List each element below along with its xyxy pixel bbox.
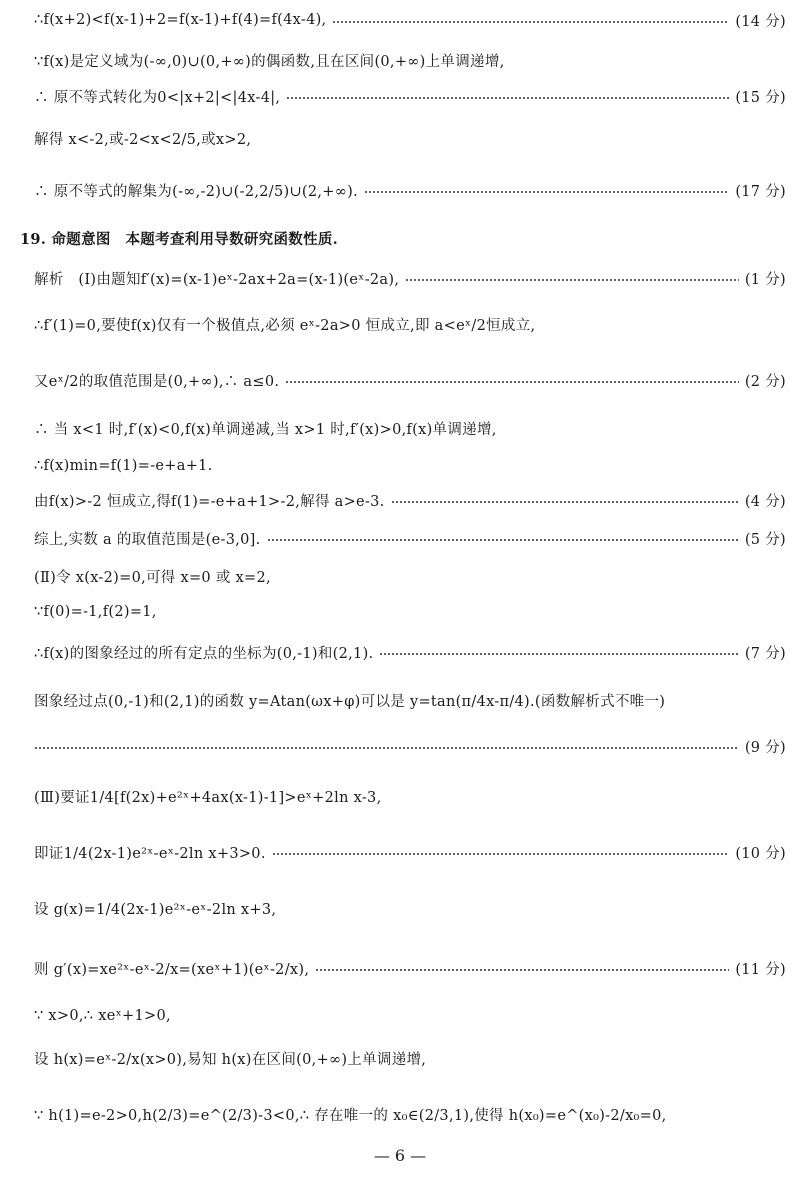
line-text: ∴f′(1)=0,要使f(x)仅有一个极值点,必须 eˣ-2a>0 恒成立,即 a<eˣ/2恒成立,	[34, 317, 536, 334]
line-text: ∴f(x)的图象经过的所有定点的坐标为(0,-1)和(2,1).	[34, 645, 374, 662]
line-text: ∵ h(1)=e-2>0,h(2/3)=e^(2/3)-3<0,∴ 存在唯一的 x₀∈(2/3,1),使得 h(x₀)=e^(x₀)-2/x₀=0,	[34, 1107, 667, 1124]
line-text: 由f(x)>-2 恒成立,得f(1)=-e+a+1>-2,解得 a>e-3.	[34, 493, 385, 510]
line-19	[34, 836, 786, 868]
line-9	[34, 412, 786, 444]
score-label: (2 分)	[744, 373, 786, 390]
line-11	[34, 484, 786, 516]
line-text: (Ⅱ)令 x(x-2)=0,可得 x=0 或 x=2,	[34, 569, 271, 586]
line-text: 19. 命题意图 本题考查利用导数研究函数性质.	[20, 230, 339, 248]
line-text: ∴f(x)min=f(1)=-e+a+1.	[34, 458, 213, 474]
line-text: 设 h(x)=eˣ-2/x(x>0),易知 h(x)在区间(0,+∞)上单调递增,	[34, 1051, 427, 1068]
section-heading	[20, 222, 786, 254]
line-3	[34, 122, 786, 154]
score-label: (10 分)	[735, 845, 786, 862]
line-2	[34, 80, 786, 112]
line-text: ∴ 原不等式的解集为(-∞,-2)∪(-2,2/5)∪(2,+∞).	[34, 183, 359, 200]
leader-dots	[34, 747, 739, 749]
line-text: ∵ x>0,∴ xeˣ+1>0,	[34, 1008, 171, 1024]
line-text: ∵f(0)=-1,f(2)=1,	[34, 604, 157, 620]
leader-dots	[286, 97, 729, 99]
score-label: (1 分)	[744, 271, 786, 288]
line-6	[34, 262, 786, 294]
line-10	[34, 450, 786, 482]
score-label: (15 分)	[735, 89, 786, 106]
score-label: (11 分)	[735, 961, 786, 978]
leader-dots	[379, 653, 738, 655]
line-text: 则 g′(x)=xe²ˣ-eˣ-2/x=(xeˣ+1)(eˣ-2/x),	[34, 961, 310, 978]
leader-dots	[391, 501, 739, 503]
line-text: 设 g(x)=1/4(2x-1)e²ˣ-eˣ-2ln x+3,	[34, 901, 277, 918]
leader-dots	[332, 21, 729, 23]
line-text: ∵f(x)是定义域为(-∞,0)∪(0,+∞)的偶函数,且在区间(0,+∞)上单调递增,	[34, 53, 505, 70]
line-24	[34, 1098, 786, 1130]
leader-dots	[405, 279, 739, 281]
line-17	[34, 730, 786, 762]
line-22	[34, 1000, 786, 1032]
leader-dots	[315, 969, 729, 971]
line-14	[34, 596, 786, 628]
leader-dots	[285, 381, 739, 383]
line-text: 即证1/4(2x-1)e²ˣ-eˣ-2ln x+3>0.	[34, 845, 266, 862]
line-4	[34, 174, 786, 206]
line-16	[34, 684, 786, 716]
page-number: — 6 —	[373, 1146, 427, 1165]
leader-dots	[267, 539, 739, 541]
score-label: (17 分)	[735, 183, 786, 200]
line-text: ∴ 原不等式转化为0<|x+2|<|4x-4|,	[34, 89, 281, 106]
line-18	[34, 780, 786, 812]
line-0	[34, 4, 786, 36]
line-text: ∴ 当 x<1 时,f′(x)<0,f(x)单调递减,当 x>1 时,f′(x)>0,f(x)单调递增,	[34, 421, 497, 438]
line-15	[34, 636, 786, 668]
line-text: 解析 (Ⅰ)由题知f′(x)=(x-1)eˣ-2ax+2a=(x-1)(eˣ-2a),	[34, 271, 400, 288]
line-7	[34, 308, 786, 340]
line-13	[34, 560, 786, 592]
line-21	[34, 952, 786, 984]
line-8	[34, 364, 786, 396]
line-text: (Ⅲ)要证1/4[f(2x)+e²ˣ+4ax(x-1)-1]>eˣ+2ln x-3,	[34, 789, 382, 806]
line-text: 又eˣ/2的取值范围是(0,+∞),∴ a≤0.	[34, 373, 280, 390]
line-text: 综上,实数 a 的取值范围是(e-3,0].	[34, 531, 261, 548]
leader-dots	[272, 853, 730, 855]
score-label: (7 分)	[744, 645, 786, 662]
score-label: (4 分)	[744, 493, 786, 510]
line-text: ∴f(x+2)<f(x-1)+2=f(x-1)+f(4)=f(4x-4),	[34, 12, 327, 28]
line-23	[34, 1042, 786, 1074]
leader-dots	[364, 191, 729, 193]
line-1	[34, 44, 786, 76]
line-text: 解得 x<-2,或-2<x<2/5,或x>2,	[34, 131, 252, 148]
score-label: (9 分)	[744, 739, 786, 756]
score-label: (5 分)	[744, 531, 786, 548]
line-12	[34, 522, 786, 554]
line-text: 图象经过点(0,-1)和(2,1)的函数 y=Atan(ωx+φ)可以是 y=tan(π/4x-π/4).(函数解析式不唯一)	[34, 693, 666, 710]
score-label: (14 分)	[735, 13, 786, 30]
line-20	[34, 892, 786, 924]
